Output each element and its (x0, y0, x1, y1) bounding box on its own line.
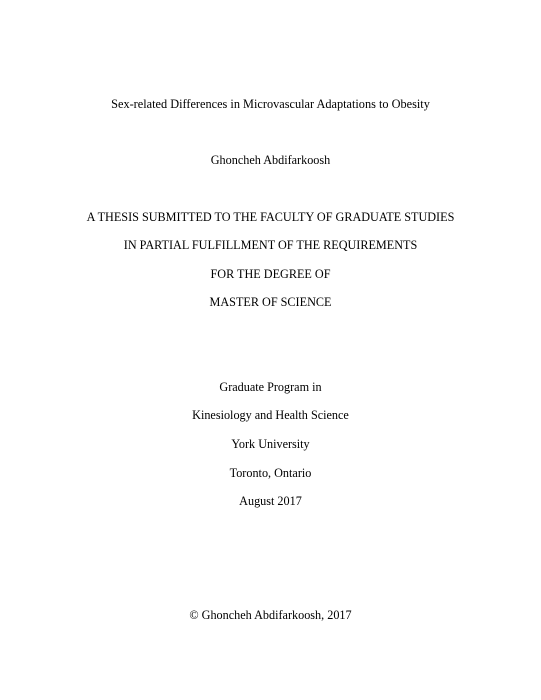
thesis-title: Sex-related Differences in Microvascular Adaptations to Obesity (111, 97, 430, 111)
thesis-statement-line-3: FOR THE DEGREE OF (210, 267, 331, 281)
thesis-statement-line-2: IN PARTIAL FULFILLMENT OF THE REQUIREMENTS (123, 238, 418, 252)
copyright-notice: © Ghoncheh Abdifarkoosh, 2017 (189, 608, 352, 622)
submission-date: August 2017 (239, 494, 302, 508)
program-name: Kinesiology and Health Science (192, 408, 349, 422)
degree-name: MASTER OF SCIENCE (209, 295, 332, 309)
program-label: Graduate Program in (219, 380, 322, 394)
university-location: Toronto, Ontario (229, 466, 312, 480)
university-name: York University (231, 437, 310, 451)
author-name: Ghoncheh Abdifarkoosh (210, 153, 331, 167)
thesis-statement-line-1: A THESIS SUBMITTED TO THE FACULTY OF GRADUATE STUDIES (86, 210, 455, 224)
